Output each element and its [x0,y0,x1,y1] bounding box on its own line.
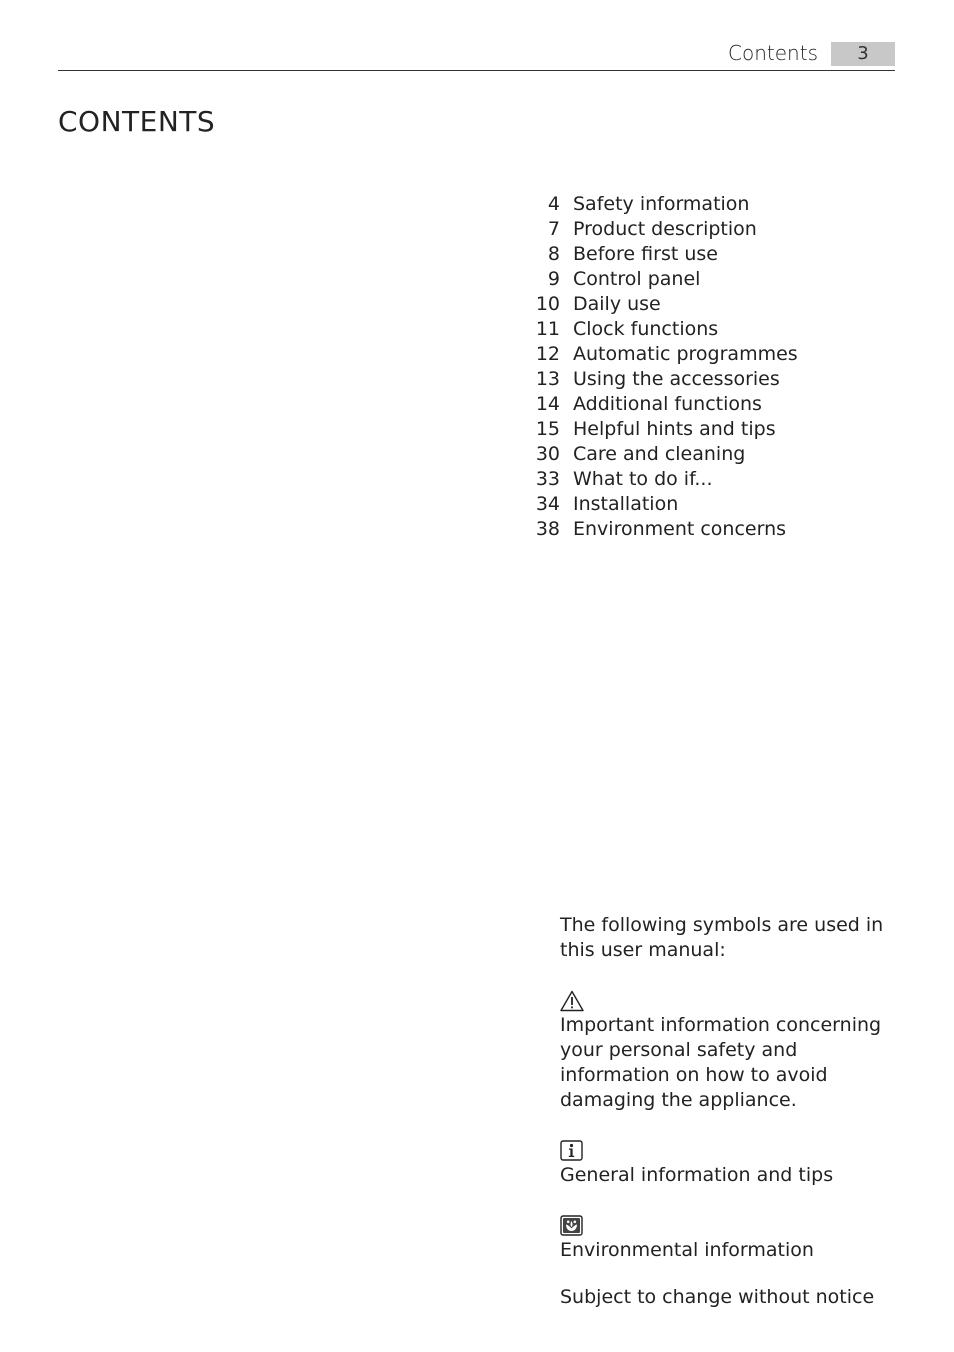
toc-entry[interactable] [530,417,798,442]
warning-triangle-icon [560,988,900,1013]
symbols-legend [560,913,900,1310]
toc-entry[interactable] [530,492,798,517]
toc-page-number: 11 [535,318,560,340]
toc-title: Before first use [573,243,718,265]
table-of-contents [530,192,798,542]
toc-title: Additional functions [573,393,762,415]
toc-entry[interactable] [530,442,798,467]
info-box-icon [560,1138,900,1163]
toc-entry[interactable] [530,217,798,242]
toc-page-number: 15 [535,418,560,440]
toc-entry[interactable] [530,392,798,417]
toc-page-number: 7 [547,218,560,240]
toc-title: Installation [573,493,679,515]
toc-page-number: 30 [535,443,560,465]
toc-page-number: 12 [535,343,560,365]
toc-title: Automatic programmes [573,343,798,365]
toc-title: Product description [573,218,757,240]
toc-entry[interactable] [530,517,798,542]
toc-page-number: 33 [535,468,560,490]
environment-text: Environmental information [560,1239,814,1261]
toc-title: Clock functions [573,318,719,340]
toc-title: Safety information [573,193,750,215]
section-label: Contents [728,41,818,65]
toc-title: Care and cleaning [573,443,746,465]
toc-page-number: 4 [547,193,560,215]
change-notice: Subject to change without notice [560,1286,875,1308]
toc-page-number: 10 [535,293,560,315]
environment-leaf-icon [560,1213,900,1238]
toc-page-number: 38 [535,518,560,540]
toc-entry[interactable] [530,317,798,342]
toc-page-number: 13 [535,368,560,390]
header-divider [58,70,895,71]
toc-title: Using the accessories [573,368,780,390]
toc-entry[interactable] [530,467,798,492]
toc-title: What to do if... [573,468,713,490]
page-number-badge: 3 [831,42,895,66]
symbols-intro: The following symbols are used in this user manual: [560,914,884,961]
toc-title: Control panel [573,268,701,290]
warning-text: Important information concerning your personal safety and information on how to avoid damaging the appliance. [560,1014,882,1111]
toc-page-number: 34 [535,493,560,515]
toc-entry[interactable] [530,292,798,317]
toc-entry[interactable] [530,192,798,217]
toc-entry[interactable] [530,242,798,267]
toc-title: Daily use [573,293,661,315]
toc-page-number: 9 [547,268,560,290]
toc-title: Environment concerns [573,518,787,540]
toc-page-number: 14 [535,393,560,415]
toc-title: Helpful hints and tips [573,418,776,440]
toc-entry[interactable] [530,342,798,367]
page-title: CONTENTS [58,105,216,138]
toc-page-number: 8 [547,243,560,265]
toc-entry[interactable] [530,267,798,292]
info-text: General information and tips [560,1164,834,1186]
toc-entry[interactable] [530,367,798,392]
